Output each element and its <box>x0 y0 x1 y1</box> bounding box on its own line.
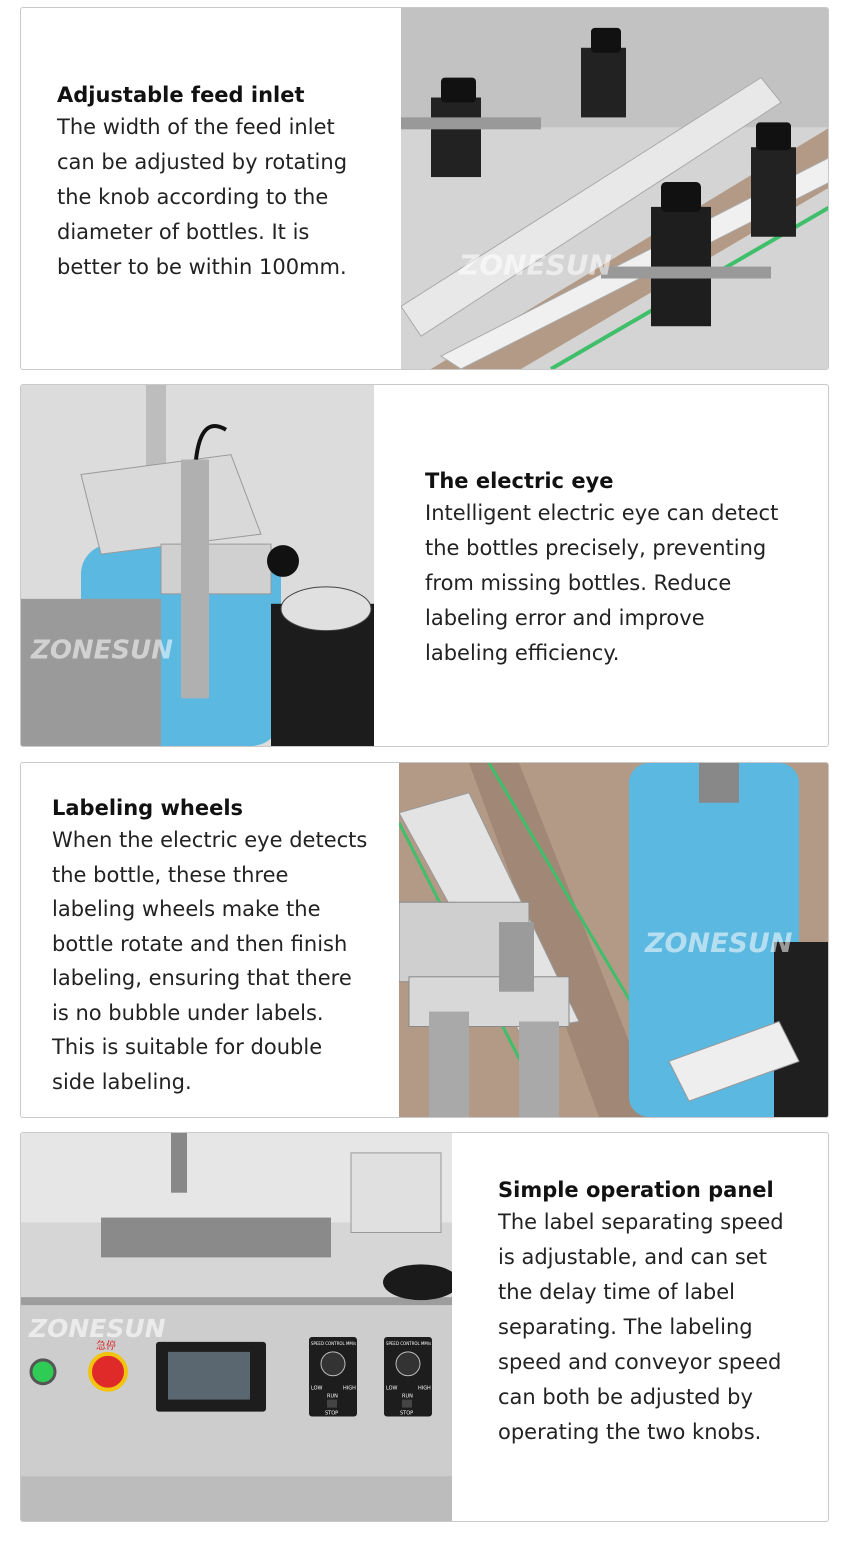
dial-low: LOW <box>311 1385 323 1392</box>
operation-panel-photo <box>21 1133 452 1521</box>
dial-stop: STOP <box>400 1410 414 1417</box>
dial-caption: SPEED CONTROL MM/s <box>386 1340 432 1346</box>
feature-text-operation-panel <box>498 1175 784 1450</box>
feature-title: Labeling wheels <box>52 796 244 820</box>
feature-text-electric-eye <box>425 466 778 671</box>
feature-line: diameter of bottles. It is <box>57 220 310 244</box>
dial-caption: SPEED CONTROL MM/s <box>311 1340 357 1346</box>
feature-card-labeling-wheels <box>20 762 829 1118</box>
labeling-wheels-photo <box>399 763 829 1117</box>
feature-card-operation-panel <box>20 1132 829 1522</box>
watermark: ZONESUN <box>645 928 793 959</box>
electric-eye-photo <box>21 385 374 746</box>
watermark: ZONESUN <box>459 248 612 282</box>
feature-line: labeling error and improve <box>425 606 705 630</box>
feature-line: side labeling. <box>52 1069 192 1094</box>
stop-label: 急停 <box>96 1340 117 1352</box>
feature-line: separating. The labeling <box>498 1315 753 1339</box>
feature-line: the bottles precisely, preventing <box>425 536 767 560</box>
feature-line: operating the two knobs. <box>498 1420 762 1444</box>
feature-text-labeling-wheels <box>52 793 367 1099</box>
feature-line: the delay time of label <box>498 1280 736 1304</box>
feature-line: the bottle, these three <box>52 862 289 887</box>
feature-text-feed-inlet <box>57 80 347 285</box>
feature-title: The electric eye <box>425 469 614 493</box>
feature-line: is no bubble under labels. <box>52 1000 324 1025</box>
feature-line: speed and conveyor speed <box>498 1350 782 1374</box>
feature-line: labeling efficiency. <box>425 641 620 665</box>
feature-card-feed-inlet <box>20 7 829 370</box>
feature-line: bottle rotate and then finish <box>52 931 348 956</box>
watermark: ZONESUN <box>31 635 173 666</box>
feature-line: the knob according to the <box>57 185 329 209</box>
watermark: ZONESUN <box>29 1314 166 1343</box>
feature-line: can be adjusted by rotating <box>57 150 348 174</box>
feature-line: labeling, ensuring that there <box>52 966 352 990</box>
dial-stop: STOP <box>325 1410 339 1417</box>
dial-high: HIGH <box>343 1385 356 1392</box>
feature-line: better to be within 100mm. <box>57 255 347 279</box>
dial-low: LOW <box>386 1385 398 1392</box>
feature-title: Adjustable feed inlet <box>57 83 305 107</box>
feature-line: is adjustable, and can set <box>498 1245 767 1269</box>
feature-card-electric-eye <box>20 384 829 747</box>
feature-line: The width of the feed inlet <box>57 115 335 139</box>
feature-line: When the electric eye detects <box>52 828 368 852</box>
feature-line: This is suitable for double <box>52 1035 323 1059</box>
dial-run: RUN <box>402 1393 413 1400</box>
dial-run: RUN <box>327 1393 338 1400</box>
feature-line: labeling wheels make the <box>52 897 321 921</box>
dial-high: HIGH <box>418 1385 431 1392</box>
feed-inlet-photo <box>401 8 829 369</box>
feature-line: Intelligent electric eye can detect <box>425 501 779 525</box>
feature-line: The label separating speed <box>498 1210 784 1234</box>
feature-line: from missing bottles. Reduce <box>425 571 732 595</box>
feature-line: can both be adjusted by <box>498 1385 753 1409</box>
feature-title: Simple operation panel <box>498 1178 774 1202</box>
